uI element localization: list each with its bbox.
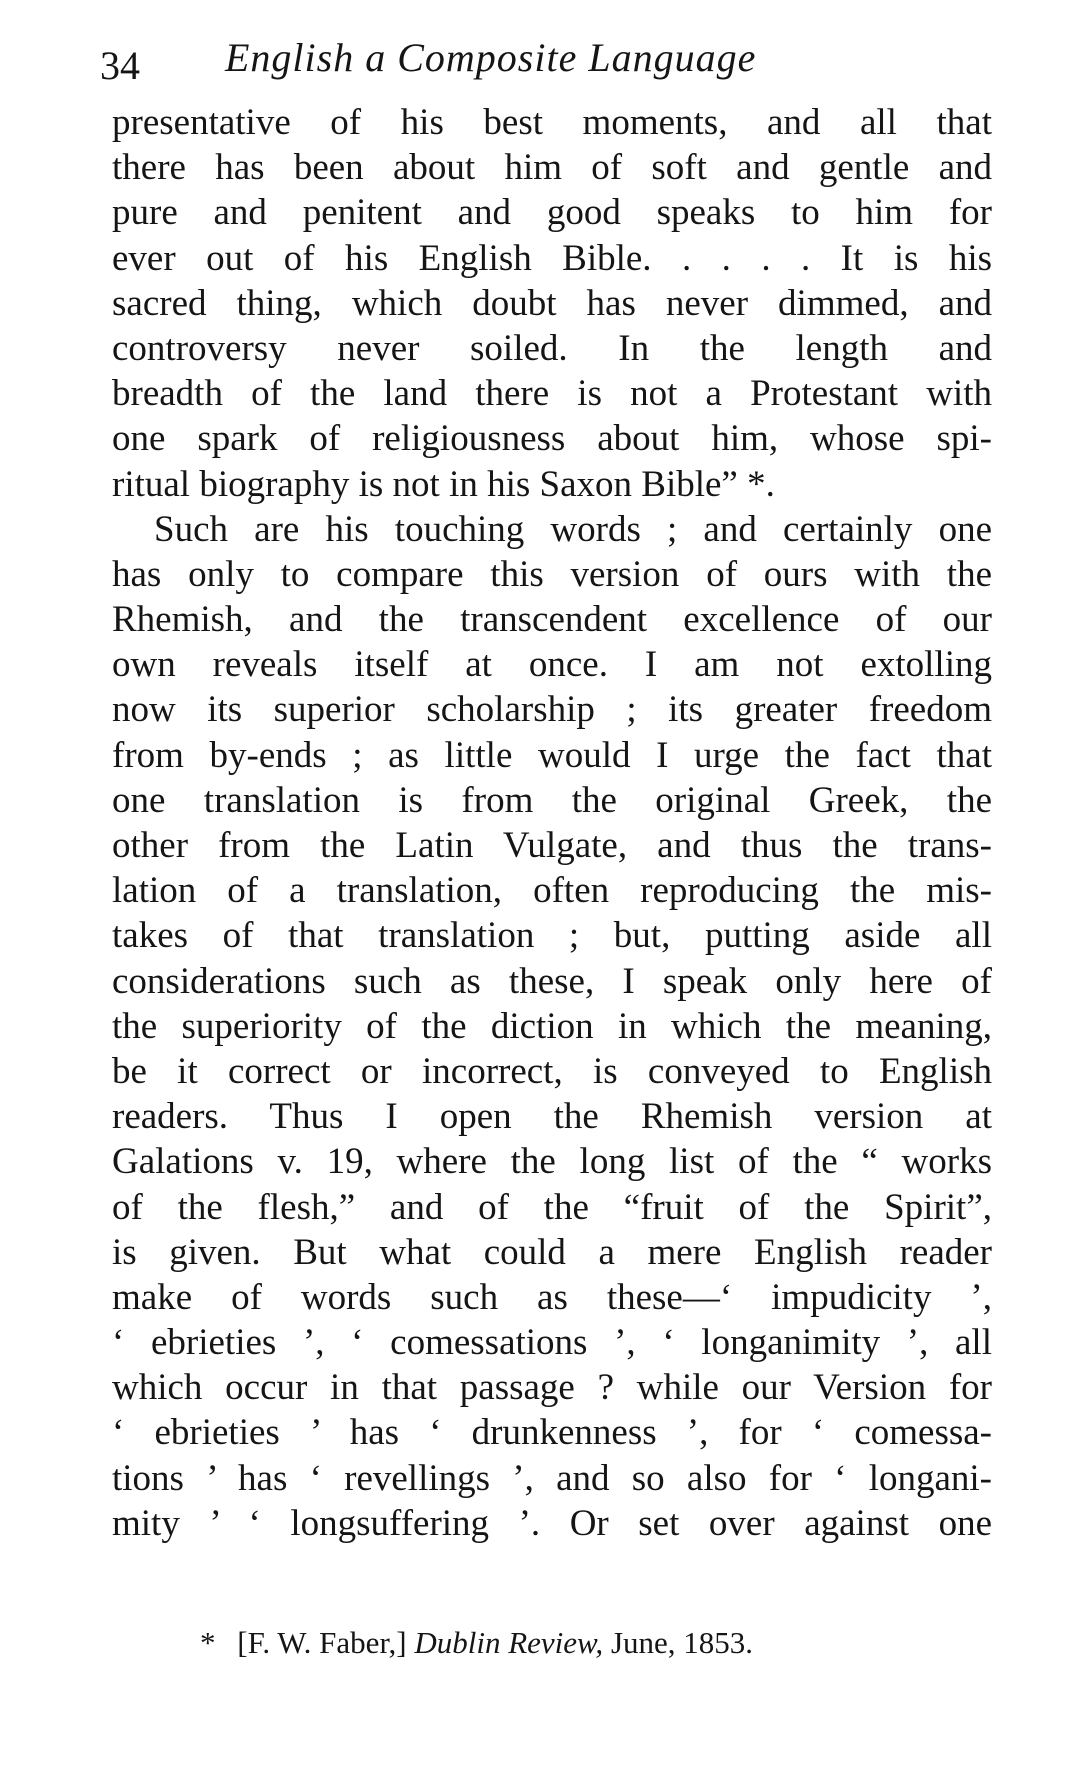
text-line: from by-ends ; as little would I urge the fact that	[112, 734, 992, 776]
text-line: has only to compare this version of ours with the	[112, 553, 992, 595]
text-line: now its superior scholarship ; its greater freedom	[112, 689, 992, 731]
text-line: mity ’ ‘ longsuffering ’. Or set over against one	[112, 1502, 992, 1544]
text-line: presentative of his best moments, and all that	[112, 102, 992, 143]
text-line: make of words such as these—‘ impudicity ’,	[112, 1276, 992, 1318]
text-line: Rhemish, and the transcendent excellence of our	[112, 599, 992, 641]
text-line: tions ’ has ‘ revellings ’, and so also for ‘ longani-	[112, 1457, 992, 1499]
page-number: 34	[100, 43, 140, 88]
text-line: be it correct or incorrect, is conveyed to English	[112, 1050, 992, 1092]
text-line: controversy never soiled. In the length and	[112, 327, 992, 369]
running-title: English a Composite Language	[225, 35, 757, 80]
text-line: there has been about him of soft and gentle and	[112, 147, 992, 189]
text-line: considerations such as these, I speak only here of	[112, 960, 992, 1002]
text-line: readers. Thus I open the Rhemish version at	[112, 1096, 992, 1138]
footnote-date: June, 1853.	[610, 1625, 754, 1660]
running-header	[100, 30, 960, 90]
text-line: Such are his touching words ; and certainly one	[154, 508, 992, 550]
text-line: lation of a translation, often reproducing the mis-	[112, 870, 992, 912]
footnote-mark: *	[200, 1625, 216, 1660]
text-line: takes of that translation ; but, putting aside all	[112, 915, 992, 957]
text-line: of the flesh,” and of the “fruit of the Spirit”,	[112, 1186, 992, 1228]
text-line: sacred thing, which doubt has never dimmed, and	[112, 282, 992, 324]
paragraph-2	[112, 507, 992, 1546]
text-line: own reveals itself at once. I am not extolling	[112, 644, 992, 686]
text-line: which occur in that passage ? while our Version for	[112, 1367, 992, 1409]
text-line: other from the Latin Vulgate, and thus the trans-	[112, 825, 992, 866]
paragraph-1	[112, 100, 992, 507]
text-line: one spark of religiousness about him, whose spi-	[112, 418, 992, 460]
text-line: one translation is from the original Greek, the	[112, 779, 992, 821]
footnote	[200, 1625, 753, 1661]
text-line: ‘ ebrieties ’, ‘ comessations ’, ‘ longanimity ’, all	[112, 1322, 992, 1364]
text-line: ever out of his English Bible. . . . . It is his	[112, 237, 992, 279]
text-line: ‘ ebrieties ’ has ‘ drunkenness ’, for ‘ comessa-	[112, 1412, 992, 1454]
text-line: ritual biography is not in his Saxon Bible” *.	[112, 463, 775, 505]
text-line: pure and penitent and good speaks to him for	[112, 192, 992, 234]
body-text	[112, 100, 992, 1546]
text-line: Galations v. 19, where the long list of the “ works	[112, 1141, 992, 1183]
text-line: breadth of the land there is not a Protestant with	[112, 373, 992, 415]
text-line: is given. But what could a mere English reader	[112, 1231, 992, 1273]
footnote-author: [F. W. Faber,]	[237, 1625, 407, 1660]
footnote-journal: Dublin Review,	[414, 1625, 604, 1660]
text-line: the superiority of the diction in which the meaning,	[112, 1005, 992, 1047]
